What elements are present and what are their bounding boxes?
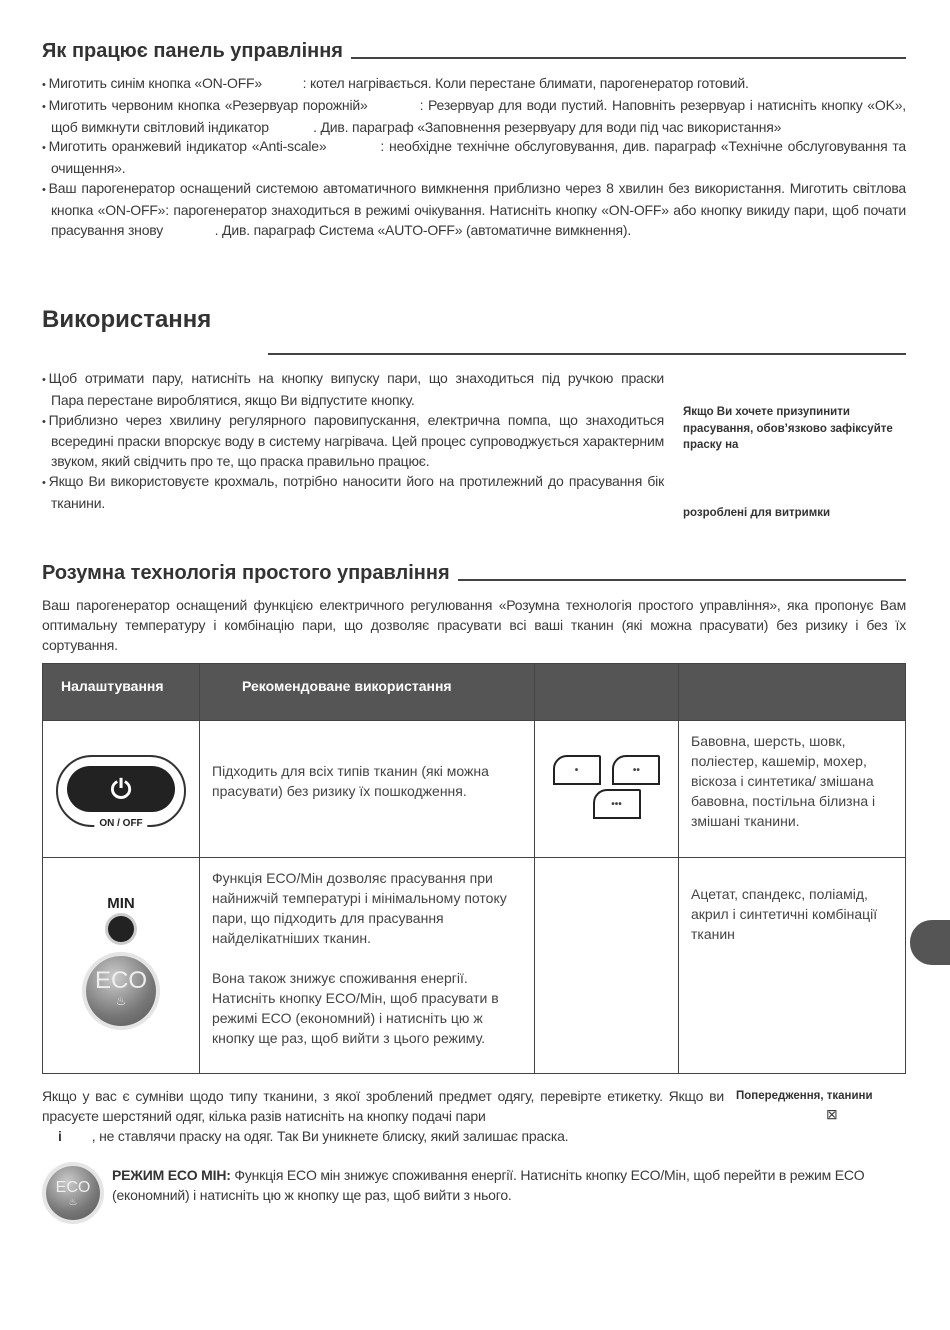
side-note: Попередження, тканини (736, 1090, 873, 1102)
power-icon: ⏻ (67, 766, 175, 812)
eco-label: ECO (94, 967, 147, 994)
fabrics-cell: Ацетат, спандекс, поліамід, акрил і синтетичні комбінації тканин (679, 858, 906, 1074)
usage-list (42, 369, 709, 514)
footer-text-3: , не ставлячи праску на одяг. Так Ви уникнете блиску, який залишає праска. (91, 1127, 569, 1144)
title-text: Як працює панель управління (42, 40, 343, 62)
header-cell (535, 664, 679, 721)
eco-mode-note (112, 1166, 906, 1206)
title-rule (458, 579, 906, 581)
eco-button-image (46, 1166, 100, 1220)
min-label: MIN (107, 895, 135, 912)
list-item: • Миготить червоним кнопка «Резервуар порожній» : Резервуар для води пустий. Наповніть резервуар і натисніть кнопку «OK», щоб вимкнути світловий індикатор . Див. параграф «Заповнення резервуару для води під час використання» (42, 96, 906, 138)
table-row (43, 858, 906, 1074)
side-note: розроблені для витримки (683, 507, 831, 519)
list-item: • Ваш парогенератор оснащений системою автоматичного вимкнення приблизно через 8 хвилин без використання. Миготить світлова кнопка «ON-OFF»: парогенератор знаходиться в режимі очікування. Натисніть кнопку «ON-OFF» або кнопку викиду пари, щоб почати прасування знову . Див. параграф Система «AUTO-OFF» (автоматичне вимкнення). (42, 179, 906, 240)
eco-label: ECO (55, 1178, 91, 1196)
list-item: • Миготить оранжевий індикатор «Anti-scale» : необхідне технічне обслуговування, див. параграф «Технічне обслуговування та очищення». (42, 137, 906, 179)
table-row (43, 721, 906, 858)
section-title-panel (42, 40, 906, 63)
smart-intro: Ваш парогенератор оснащений функцією електричного регулювання «Розумна технологія простого управління», яка пропонує Вам оптимальну температуру і комбінацію пари, що дозволяє прасувати всі ваші тканин (які можна прасувати) без ризику і без їх сортування. (42, 597, 906, 653)
on-off-button-image (56, 755, 186, 827)
eco-mode-text: Функція ECO мін знижує споживання енергії. Натисніть кнопку ECO/Мін, щоб перейти в режим ECO (економний) і натисніть цю ж кнопку ще раз, щоб вийти з нього. (112, 1167, 865, 1203)
section-title-usage: Використання (42, 306, 212, 333)
control-cell (43, 721, 200, 858)
eco-button-image (86, 956, 156, 1026)
header-cell: Налаштування (43, 664, 200, 721)
usage-cell (200, 858, 535, 1074)
usage-text: Вона також знижує споживання енергії. Натисніть кнопку ECO/Мін, щоб прасувати в режимі ECO (економний) і натисніть цю ж кнопку ще раз, щоб вийти з цього режиму. (212, 970, 499, 1046)
usage-cell: Підходить для всіх типів тканин (які можна прасувати) без ризику їх пошкодження. (200, 721, 535, 858)
fabrics-cell: Бавовна, шерсть, шовк, поліестер, кашемір, мохер, віскоза і синтетика/ змішана бавовна, постільна білизна і змішані тканини. (679, 721, 906, 858)
iron-1-dot-icon: • (553, 755, 601, 785)
footer-text-1: Якщо у вас є сумніви щодо типу тканини, з якої зроблений предмет одягу, перевірте етикетку. Якщо ви прасуєте шерстяний одяг, кілька разів натисніть на кнопку подачі пари (42, 1088, 724, 1124)
empty-cell (535, 858, 679, 1074)
steam-icon: ♨ (115, 994, 127, 1008)
steam-icon: ♨ (68, 1196, 78, 1208)
page-tab (910, 920, 950, 965)
list-item: • Приблизно через хвилину регулярного паровипускання, електрична помпа, що знаходиться всередині праски впорскує воду в систему нагрівача. Цей процес супроводжується характерним звуком, який свідчить про те, що праска правильно працює. (42, 411, 664, 472)
table-header-row (43, 664, 906, 721)
usage-rule (268, 353, 906, 355)
usage-text: Функція ECO/Мін дозволяє прасування при найнижчій температурі і мінімальному потоку пари, що підходить для прасування найделікатніших тканин. (212, 870, 507, 946)
iron-3-dot-icon: ••• (593, 789, 641, 819)
header-cell (679, 664, 906, 721)
list-item: • Якщо Ви використовуєте крохмаль, потрібно наносити його на протилежний до прасування бік тканини. (42, 472, 664, 514)
list-item: • Щоб отримати пару, натисніть на кнопку випуску пари, що знаходиться під ручкою праски Пара перестане вироблятися, якщо Ви відпустите кнопку. (42, 369, 664, 411)
footer-text-2: і (58, 1127, 62, 1144)
eco-mode-label: РЕЖИМ ECO МІН: (112, 1167, 231, 1183)
min-indicator-icon (108, 916, 134, 942)
footer-text (42, 1087, 724, 1146)
title-rule (351, 57, 906, 59)
iron-2-dot-icon: •• (612, 755, 660, 785)
side-note: Якщо Ви хочете призупинити прасування, обов’язково зафіксуйте праску на (683, 406, 893, 451)
settings-table (42, 663, 906, 1074)
section-title-smart (42, 562, 906, 585)
control-cell (43, 858, 200, 1074)
title-text: Розумна технологія простого управління (42, 562, 450, 584)
panel-list (42, 74, 910, 240)
header-cell: Рекомендоване використання (200, 664, 535, 721)
list-item: • Миготить синім кнопка «ON-OFF» : котел нагрівається. Коли перестане блимати, парогенератор готовий. (42, 74, 906, 96)
on-off-label: ON / OFF (94, 814, 147, 834)
iron-icons-cell (535, 721, 679, 858)
no-iron-symbol-icon: ⊠ (826, 1106, 838, 1122)
